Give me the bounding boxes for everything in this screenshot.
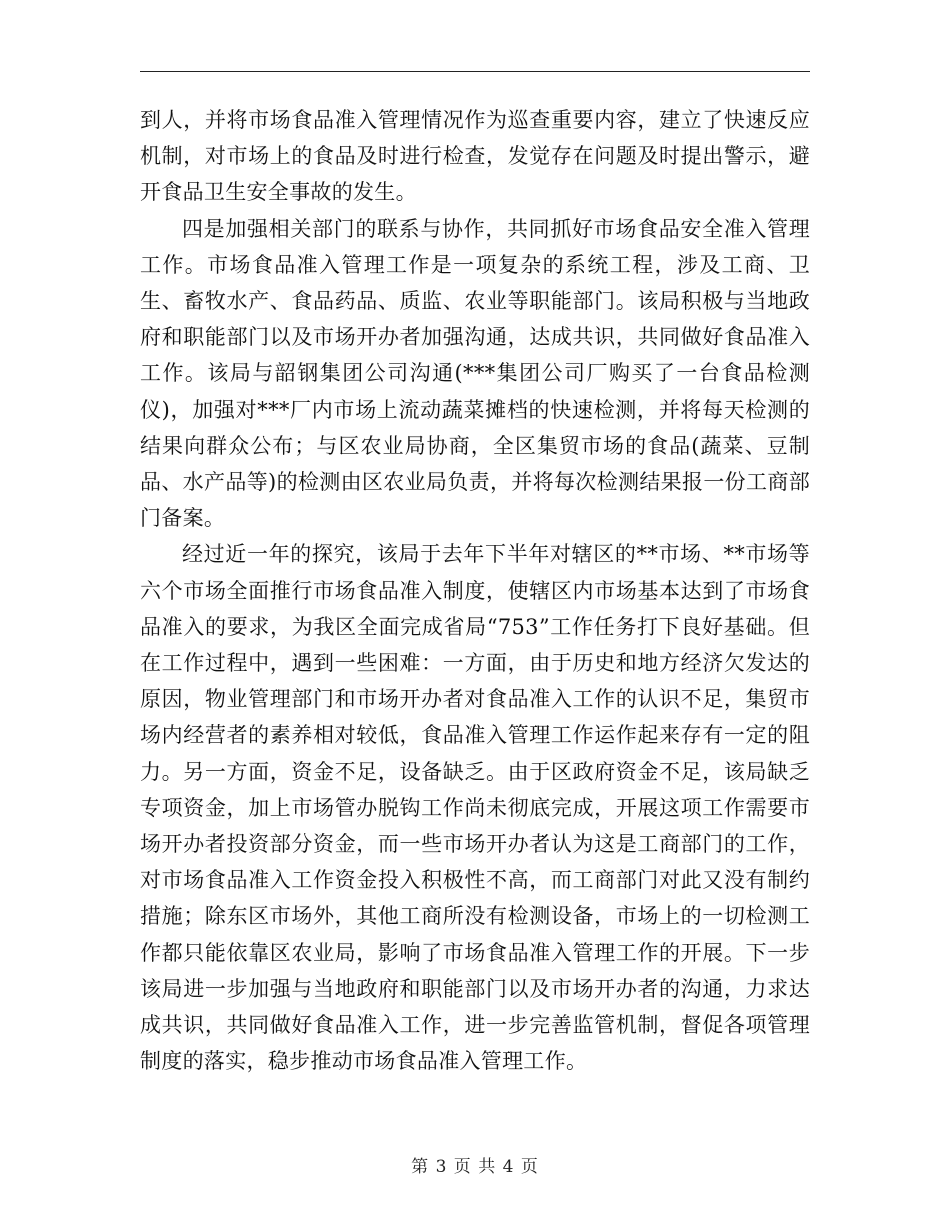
paragraph-continued: 到人，并将市场食品准入管理情况作为巡查重要内容，建立了快速反应机制，对市场上的食品及时进行检查，发觉存在问题及时提出警示，避开食品卫生安全事故的发生。 <box>140 108 810 205</box>
paragraph-summary: 经过近一年的探究，该局于去年下半年对辖区的**市场、**市场等六个市场全面推行市场食品准入制度，使辖区内市场基本达到了市场食品准入的要求，为我区全面完成省局“753”工作任务打下良好基础。但在工作过程中，遇到一些困难：一方面，由于历史和地方经济欠发达的原因，物业管理部门和市场开办者对食品准入工作的认识不足，集贸市场内经营者的素养相对较低，食品准入管理工作运作起来存有一定的阻力。另一方面，资金不足，设备缺乏。由于区政府资金不足，该局缺乏专项资金，加上市场管办脱钩工作尚未彻底完成，开展这项工作需要市场开办者投资部分资金，而一些市场开办者认为这是工商部门的工作，对市场食品准入工作资金投入积极性不高，而工商部门对此又没有制约措施；除东区市场外，其他工商所没有检测设备，市场上的一切检测工作都只能依靠区农业局，影响了市场食品准入管理工作的开展。下一步该局进一步加强与当地政府和职能部门以及市场开办者的沟通，力求达成共识，共同做好食品准入工作，进一步完善监管机制，督促各项管理制度的落实，稳步推动市场食品准入管理工作。 <box>140 542 810 1074</box>
body-text <box>140 102 810 1079</box>
paragraph-coordination: 四是加强相关部门的联系与协作，共同抓好市场食品安全准入管理工作。市场食品准入管理工作是一项复杂的系统工程，涉及工商、卫生、畜牧水产、食品药品、质监、农业等职能部门。该局积极与当地政府和职能部门以及市场开办者加强沟通，达成共识，共同做好食品准入工作。该局与韶钢集团公司沟通(***集团公司厂购买了一台食品检测仪)，加强对***厂内市场上流动蔬菜摊档的快速检测，并将每天检测的结果向群众公布；与区农业局协商，全区集贸市场的食品(蔬菜、豆制品、水产品等)的检测由区农业局负责，并将每次检测结果报一份工商部门备案。 <box>140 216 810 531</box>
header-rule <box>140 71 810 72</box>
page-number: 第 3 页 共 4 页 <box>411 1157 539 1177</box>
